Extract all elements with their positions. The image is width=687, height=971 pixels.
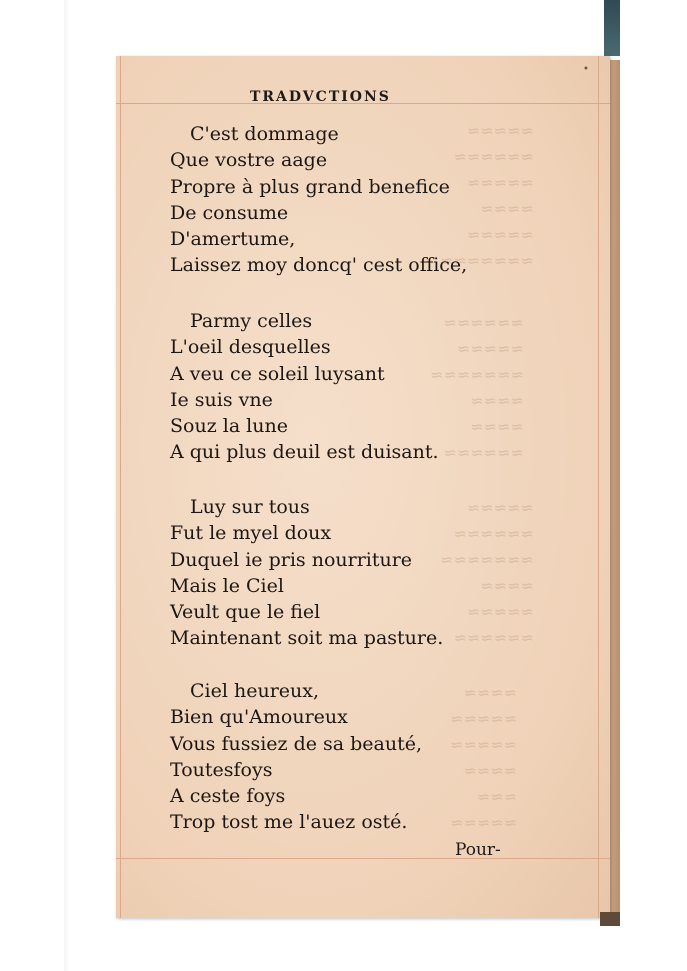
book-corner (600, 912, 620, 926)
verse-line: Bien qu'Amoureux (170, 706, 348, 729)
catchword: Pour- (455, 840, 501, 860)
verse-line: L'oeil desquelles (170, 336, 331, 359)
stanza-1 (170, 121, 467, 279)
verse-line: A qui plus deuil est duisant. (170, 441, 439, 464)
verse-line: Duquel ie pris nourriture (170, 548, 413, 571)
verse-line: Ie suis vne (170, 388, 273, 411)
verse-line: Vous fussiez de sa beauté, (170, 732, 423, 755)
verse-line: Laissez moy doncq' cest office, (170, 254, 468, 277)
verse-line: A veu ce soleil luysant (170, 362, 385, 385)
running-header: TRADVCTIONS (250, 89, 391, 105)
verse-line: Veult que le fiel (170, 601, 321, 624)
verse-line: C'est dommage (190, 123, 339, 145)
stanza-2 (170, 308, 439, 466)
show-through-texture: ≈≈≈≈ ≈≈≈≈≈ ≈≈≈≈≈ ≈≈≈≈ ≈≈≈ ≈≈≈≈≈ (450, 683, 518, 832)
bottom-rule (116, 858, 610, 859)
verse-line: Luy sur tous (190, 496, 310, 518)
verse-line: Mais le Ciel (170, 574, 284, 597)
book-spine-tab (604, 0, 620, 56)
right-rule (598, 56, 599, 918)
verse-line: Ciel heureux, (190, 680, 320, 702)
corner-mark: • (583, 64, 589, 75)
show-through-texture: ≈≈≈≈≈ ≈≈≈≈≈≈ ≈≈≈≈≈≈≈ ≈≈≈≈ ≈≈≈≈≈ ≈≈≈≈≈≈ (440, 498, 534, 647)
stanza-3 (170, 494, 443, 652)
verse-line: Fut le myel doux (170, 522, 332, 545)
verse-line: Que vostre aage (170, 149, 328, 172)
show-through-texture: ≈≈≈≈≈ ≈≈≈≈≈≈ ≈≈≈≈≈ ≈≈≈≈ ≈≈≈≈≈ ≈≈≈≈≈≈≈ (440, 121, 534, 270)
verse-line: Parmy celles (190, 310, 313, 332)
verse-line: Souz la lune (170, 415, 288, 438)
verse-line: Toutesfoys (170, 758, 273, 781)
verse-line: D'amertume, (170, 228, 296, 251)
page-gutter-shadow (64, 0, 70, 971)
verse-line: A ceste foys (170, 785, 286, 808)
left-rule (120, 56, 121, 918)
verse-line: Maintenant soit ma pasture. (170, 627, 444, 650)
stanza-4 (170, 678, 422, 836)
verse-line: Trop tost me l'auez osté. (170, 811, 408, 834)
verse-line: De consume (170, 201, 289, 224)
show-through-texture: ≈≈≈≈≈≈ ≈≈≈≈≈ ≈≈≈≈≈≈≈ ≈≈≈≈ ≈≈≈≈ ≈≈≈≈≈≈ (430, 313, 524, 462)
verse-line: Propre à plus grand benefice (170, 175, 450, 198)
